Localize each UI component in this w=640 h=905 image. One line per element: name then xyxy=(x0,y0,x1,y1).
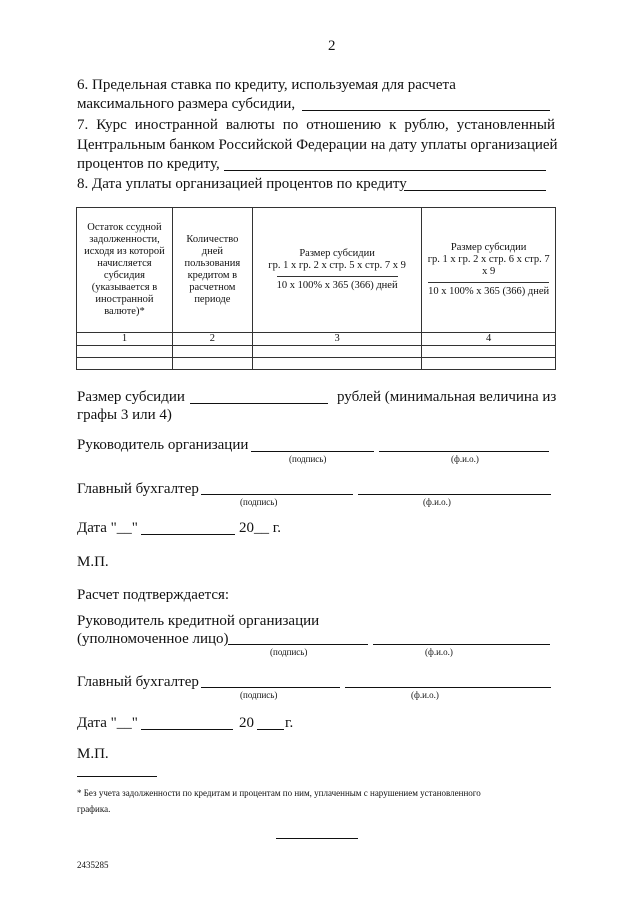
chief-accountant-2-fio-caption: (ф.и.о.) xyxy=(411,690,439,700)
chief-accountant-2-fio-line xyxy=(345,687,551,688)
org-head-fio-line xyxy=(379,451,549,452)
chief-accountant-sign-caption: (подпись) xyxy=(240,497,278,507)
chief-accountant-2-label: Главный бухгалтер xyxy=(77,674,199,690)
col-2-header: Количество дней пользования кредитом в расчетном периоде xyxy=(172,208,252,333)
subsidy-table xyxy=(76,207,556,370)
chief-accountant-sign-line xyxy=(201,494,353,495)
date-label: Дата "__" xyxy=(77,520,138,536)
col-number: 3 xyxy=(252,333,422,346)
date-2-month-line xyxy=(141,729,233,730)
footnote-line-1: * Без учета задолженности по кредитам и процентам по ним, уплаченным с нарушением установленного xyxy=(77,788,481,798)
chief-accountant-2-sign-caption: (подпись) xyxy=(240,690,278,700)
col-4-header xyxy=(422,208,556,333)
footnote-line-2: графика. xyxy=(77,804,111,814)
org-head-label: Руководитель организации xyxy=(77,437,249,453)
credit-head-line-1: Руководитель кредитной организации xyxy=(77,613,320,629)
item-8-blank xyxy=(404,190,546,191)
table-cell[interactable] xyxy=(172,346,252,358)
subsidy-line-2: графы 3 или 4) xyxy=(77,407,172,423)
col-3-numerator: гр. 1 х гр. 2 х стр. 5 х стр. 7 х 9 xyxy=(268,260,406,271)
subsidy-blank xyxy=(190,403,328,404)
date-month-line xyxy=(141,534,235,535)
table-cell[interactable] xyxy=(77,346,173,358)
col-3-header xyxy=(252,208,422,333)
item-6-line-2: максимального размера субсидии, xyxy=(77,96,296,112)
stamp-place-2: М.П. xyxy=(77,746,109,762)
item-7-blank xyxy=(224,170,546,171)
table-cell[interactable] xyxy=(172,358,252,370)
col-4-numerator: гр. 1 х гр. 2 х стр. 6 х стр. 7 х 9 xyxy=(427,254,550,277)
date-2-year-suffix: г. xyxy=(285,715,294,731)
item-6-blank xyxy=(302,110,550,111)
table-cell[interactable] xyxy=(422,358,556,370)
org-head-sign-line xyxy=(251,451,374,452)
col-4-denominator: 10 х 100% х 365 (366) дней xyxy=(428,282,549,298)
col-number: 4 xyxy=(422,333,556,346)
date-2-label: Дата "__" xyxy=(77,715,138,731)
page-number: 2 xyxy=(328,38,336,54)
credit-head-line-2: (уполномоченное лицо) xyxy=(77,631,229,647)
chief-accountant-label: Главный бухгалтер xyxy=(77,481,199,497)
chief-accountant-fio-line xyxy=(358,494,551,495)
col-3-denominator: 10 х 100% х 365 (366) дней xyxy=(277,276,398,292)
credit-head-fio-line xyxy=(373,644,550,645)
page-end-rule xyxy=(276,838,358,839)
col-3-title: Размер субсидии xyxy=(299,248,375,259)
org-head-sign-caption: (подпись) xyxy=(289,454,327,464)
footnote-separator xyxy=(77,776,157,777)
item-8: 8. Дата уплаты организацией процентов по кредиту xyxy=(77,176,407,192)
stamp-place: М.П. xyxy=(77,554,109,570)
document-code: 2435285 xyxy=(77,860,109,870)
col-number: 2 xyxy=(172,333,252,346)
item-7-line-1: 7. Курс иностранной валюты по отношению к рублю, установленный xyxy=(77,117,555,133)
credit-head-sign-caption: (подпись) xyxy=(270,647,308,657)
chief-accountant-2-sign-line xyxy=(201,687,340,688)
item-6-line-1: 6. Предельная ставка по кредиту, используемая для расчета xyxy=(77,77,456,93)
date-year: 20__ г. xyxy=(239,520,281,536)
subsidy-suffix: рублей (минимальная величина из xyxy=(337,389,557,405)
item-7-line-2: Центральным банком Российской Федерации на дату уплаты организацией xyxy=(77,137,558,153)
org-head-fio-caption: (ф.и.о.) xyxy=(451,454,479,464)
table-cell[interactable] xyxy=(77,358,173,370)
credit-head-sign-line xyxy=(228,644,368,645)
subsidy-label: Размер субсидии xyxy=(77,389,185,405)
col-4-title: Размер субсидии xyxy=(450,242,527,253)
col-1-header: Остаток ссудной задолженности, исходя из которой начисляется субсидия (указывается в иностранной валюте)* xyxy=(77,208,173,333)
credit-head-fio-caption: (ф.и.о.) xyxy=(425,647,453,657)
table-cell[interactable] xyxy=(252,346,422,358)
table-cell[interactable] xyxy=(252,358,422,370)
chief-accountant-fio-caption: (ф.и.о.) xyxy=(423,497,451,507)
col-number: 1 xyxy=(77,333,173,346)
date-2-year-line xyxy=(257,729,284,730)
item-7-line-3: процентов по кредиту, xyxy=(77,156,220,172)
date-2-year: 20 xyxy=(239,715,254,731)
confirm-label: Расчет подтверждается: xyxy=(77,587,230,603)
table-cell[interactable] xyxy=(422,346,556,358)
